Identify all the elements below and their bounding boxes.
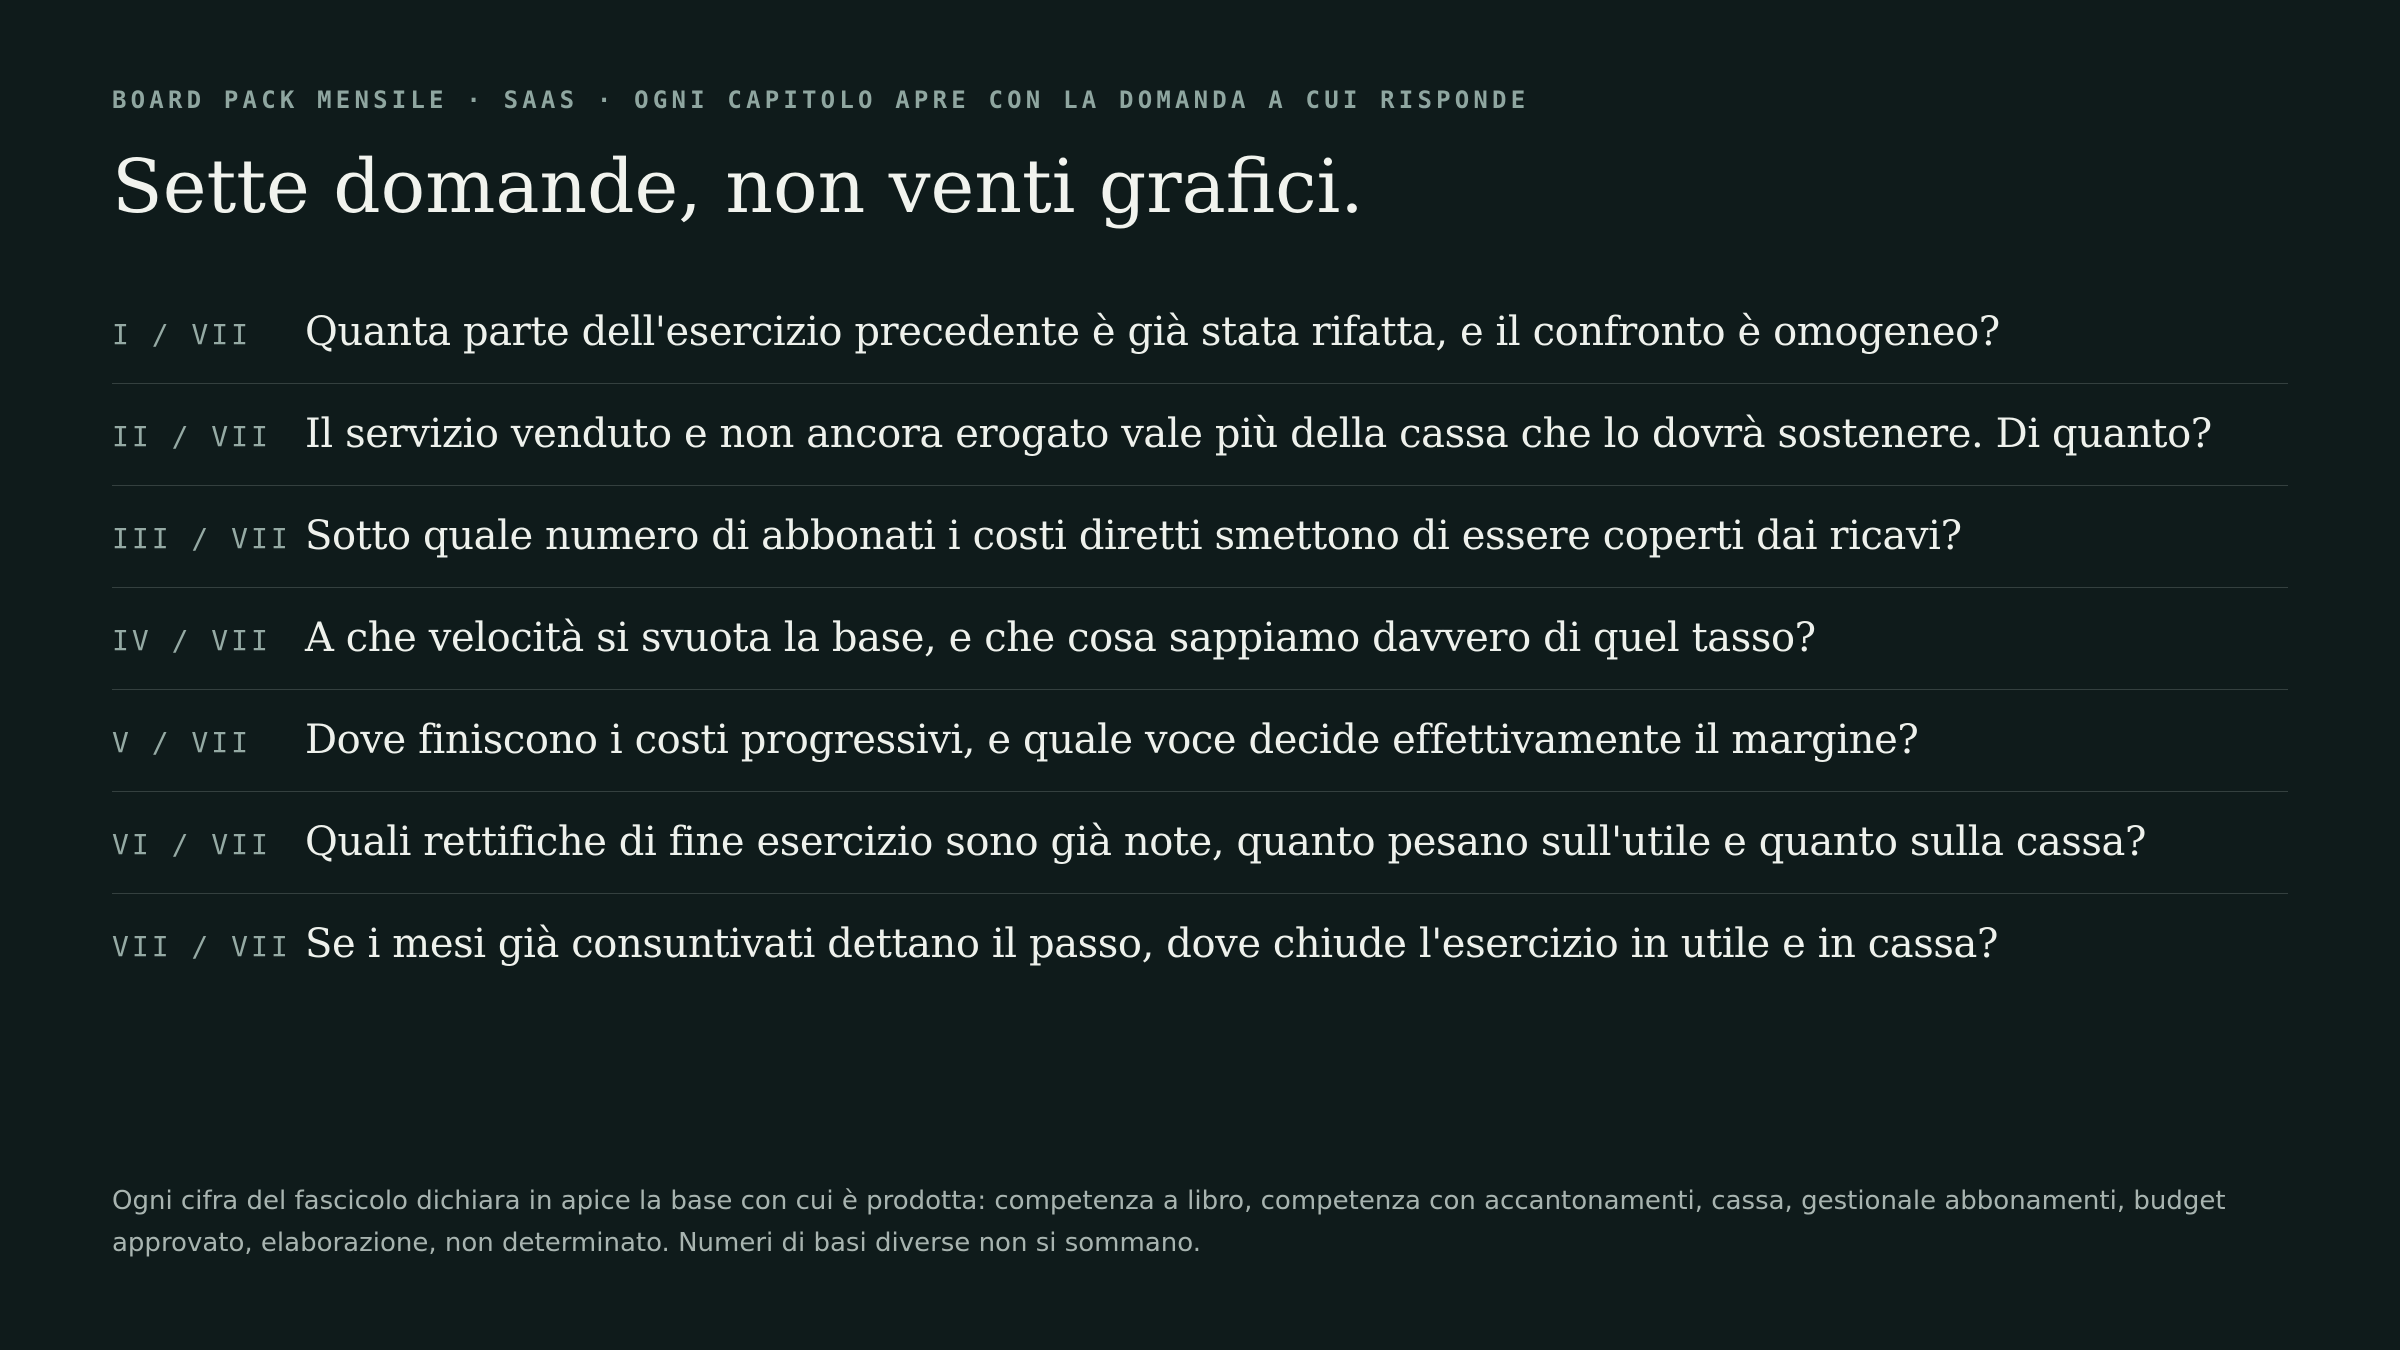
question-row-2	[112, 384, 2288, 486]
question-number: VII / VII	[112, 930, 291, 963]
question-number: I / VII	[112, 318, 252, 351]
question-row-4	[112, 588, 2288, 690]
kicker-label: BOARD PACK MENSILE · SAAS · OGNI CAPITOLO APRE CON LA DOMANDA A CUI RISPONDE	[112, 86, 1530, 114]
question-row-3	[112, 486, 2288, 588]
question-text: Quali rettifiche di fine esercizio sono già note, quanto pesano sull'utile e quanto sulla cassa?	[305, 819, 2147, 865]
question-row-5	[112, 690, 2288, 792]
question-text: Quanta parte dell'esercizio precedente è già stata rifatta, e il confronto è omogeneo?	[305, 309, 2000, 355]
question-row-6	[112, 792, 2288, 894]
question-text: Il servizio venduto e non ancora erogato vale più della cassa che lo dovrà sostenere. Di quanto?	[305, 411, 2212, 457]
question-row-1	[112, 282, 2288, 384]
question-number: V / VII	[112, 726, 252, 759]
question-number: VI / VII	[112, 828, 271, 861]
question-text: Dove finiscono i costi progressivi, e quale voce decide effettivamente il margine?	[305, 717, 1919, 763]
question-row-7	[112, 894, 2288, 996]
footnote: Ogni cifra del fascicolo dichiara in apice la base con cui è prodotta: competenza a libro, competenza con accantonamenti, cassa, gestionale abbonamenti, budget approvato, elaborazione, non determinato. Numeri di basi diverse non si sommano.	[112, 1186, 2226, 1258]
question-number: IV / VII	[112, 624, 271, 657]
question-text: Se i mesi già consuntivati dettano il passo, dove chiude l'esercizio in utile e in cassa?	[305, 921, 1998, 967]
question-text: A che velocità si svuota la base, e che cosa sappiamo davvero di quel tasso?	[305, 615, 1816, 661]
question-number: II / VII	[112, 420, 271, 453]
question-number: III / VII	[112, 522, 291, 555]
page-title: Sette domande, non venti grafici.	[112, 144, 1364, 230]
question-list	[112, 282, 2288, 996]
question-text: Sotto quale numero di abbonati i costi diretti smettono di essere coperti dai ricavi?	[305, 513, 1962, 559]
slide	[112, 0, 2288, 1350]
